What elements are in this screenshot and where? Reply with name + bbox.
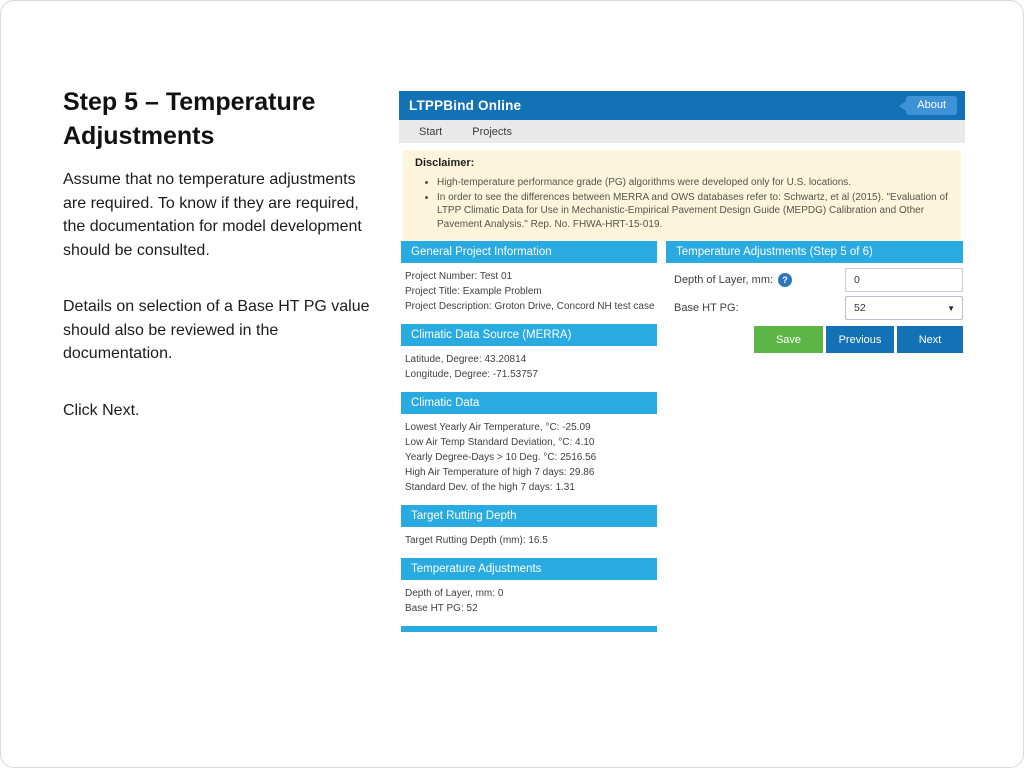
section-header: Target Rutting Depth	[401, 505, 657, 527]
base-ht-pg-label: Base HT PG:	[674, 302, 739, 314]
section-temperature-adjustments	[401, 558, 657, 626]
section-target-rutting-depth	[401, 505, 657, 558]
disclaimer-list	[415, 176, 949, 231]
about-button-label: About	[906, 96, 957, 115]
info-line: Latitude, Degree: 43.20814	[405, 354, 527, 365]
info-line: Lowest Yearly Air Temperature, °C: -25.09	[405, 422, 591, 433]
depth-of-layer-input[interactable]	[845, 268, 963, 292]
about-button[interactable]	[899, 96, 957, 115]
info-line: Standard Dev. of the high 7 days: 1.31	[405, 482, 575, 493]
step-panel	[666, 241, 963, 632]
help-icon[interactable]: ?	[778, 273, 792, 287]
depth-of-layer-row	[666, 268, 963, 292]
nav-item-start[interactable]: Start	[419, 125, 443, 138]
section-header: General Project Information	[401, 241, 657, 263]
previous-button[interactable]: Previous	[826, 326, 894, 353]
base-ht-pg-select[interactable]	[845, 296, 963, 320]
info-line: High Air Temperature of high 7 days: 29.86	[405, 467, 595, 478]
depth-of-layer-label: Depth of Layer, mm:	[674, 274, 774, 286]
slide-paragraph-2: Details on selection of a Base HT PG value should also be reviewed in the documentation.	[63, 298, 370, 362]
section-header-cropped	[401, 626, 657, 632]
chevron-down-icon: ▼	[947, 303, 955, 313]
about-arrow-icon	[899, 101, 906, 111]
info-line: Low Air Temp Standard Deviation, °C: 4.10	[405, 437, 595, 448]
section-climatic-data	[401, 392, 657, 505]
summary-panel	[401, 241, 657, 632]
info-line: Project Number: Test 01	[405, 271, 513, 282]
info-line: Target Rutting Depth (mm): 16.5	[405, 535, 548, 546]
disclaimer-title: Disclaimer:	[415, 157, 475, 169]
info-line: Project Description: Groton Drive, Concord NH test case	[405, 301, 655, 312]
nav-item-projects[interactable]: Projects	[472, 125, 512, 138]
section-climatic-data-source	[401, 324, 657, 392]
info-line: Project Title: Example Problem	[405, 286, 542, 297]
section-header: Climatic Data Source (MERRA)	[401, 324, 657, 346]
slide-notes	[63, 85, 375, 422]
action-buttons	[666, 326, 963, 353]
slide-paragraph-1: Assume that no temperature adjustments are required. To know if they are required, the documentation for model development should be consulted.	[63, 171, 362, 259]
app-header	[399, 91, 965, 120]
app-title: LTPPBind Online	[409, 98, 522, 113]
info-line: Yearly Degree-Days > 10 Deg. °C: 2516.56	[405, 452, 597, 463]
info-line: Depth of Layer, mm: 0	[405, 588, 504, 599]
base-ht-pg-selected-value: 52	[854, 302, 866, 314]
base-ht-pg-row	[666, 296, 963, 320]
slide-paragraph-3: Click Next.	[63, 401, 140, 419]
section-header: Temperature Adjustments	[401, 558, 657, 580]
nav-bar	[399, 120, 965, 143]
save-button[interactable]: Save	[754, 326, 823, 353]
info-line: Base HT PG: 52	[405, 603, 478, 614]
section-header: Climatic Data	[401, 392, 657, 414]
disclaimer-box	[403, 150, 961, 241]
content-columns	[401, 241, 963, 632]
app-screenshot	[399, 91, 965, 631]
disclaimer-bullet: • High-temperature performance grade (PG) algorithms were developed only for U.S. locations.	[437, 176, 949, 190]
section-general-project-information	[401, 241, 657, 324]
slide-title: Step 5 – Temperature Adjustments	[63, 88, 316, 150]
info-line: Longitude, Degree: -71.53757	[405, 369, 538, 380]
step-panel-header: Temperature Adjustments (Step 5 of 6)	[666, 241, 963, 263]
next-button[interactable]: Next	[897, 326, 963, 353]
disclaimer-bullet: • In order to see the differences between MERRA and OWS databases refer to: Schwartz, et al (2015). "Evaluation of LTPP Climatic Data for Use in Mechanistic-Empirical Pavement Design Guide (MEPDG) Calibration and Other Pavement Analysis." Rep. No. FHWA-HRT-15-019.	[437, 191, 949, 232]
